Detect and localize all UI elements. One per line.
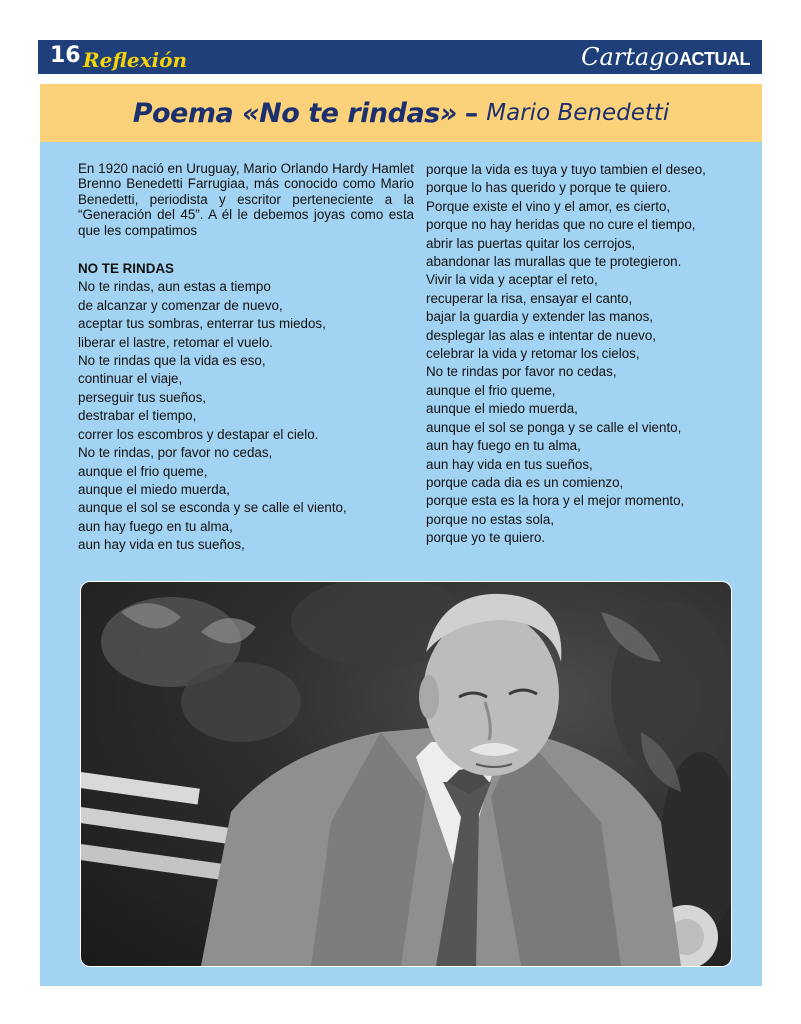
page-header-bar (38, 40, 762, 74)
poem-line: aunque el frio queme, (78, 463, 208, 479)
author-photo-illustration (81, 582, 731, 966)
poem-line: aun hay vida en tus sueños, (426, 456, 593, 472)
poem-line: abandonar las murallas que te protegieron. (426, 254, 682, 270)
poem-line: liberar el lastre, retomar el vuelo. (78, 334, 273, 350)
poem-line: porque no hay heridas que no cure el tiempo, (426, 217, 696, 233)
article-title-band (40, 84, 762, 142)
poem-line: perseguir tus sueños, (78, 389, 207, 405)
article-panel (40, 84, 762, 986)
poem-line: No te rindas que la vida es eso, (78, 353, 266, 369)
poem-line: No te rindas, por favor no cedas, (78, 445, 273, 461)
poem-lines-left (78, 278, 414, 554)
page-number: 16 (50, 43, 81, 68)
poem-line: desplegar las alas e intentar de nuevo, (426, 327, 657, 343)
title-separator: – (464, 97, 479, 129)
poem-line: destrabar el tiempo, (78, 408, 197, 424)
head (419, 594, 561, 776)
intro-paragraph: En 1920 nació en Uruguay, Mario Orlando Hardy Hamlet Brenno Benedetti Farrugiaa, más conocido como Mario Benedetti, periodista y escritor perteneciente a la “Generación del 45”. A él le debemos joyas como esta que les compatimos (78, 161, 414, 238)
poem-line: Porque existe el vino y el amor, es cierto, (426, 198, 671, 214)
article-title: Poema «No te rindas» (132, 97, 457, 129)
poem-line: aunque el miedo muerda, (426, 401, 578, 417)
brand-logo-word: ACTUAL (679, 49, 750, 69)
poem-line: porque yo te quiero. (426, 530, 546, 546)
poem-line: abrir las puertas quitar los cerrojos, (426, 235, 636, 251)
text-column-right (426, 161, 726, 548)
poem-line: Vivir la vida y aceptar el reto, (426, 272, 598, 288)
poem-line: bajar la guardia y extender las manos, (426, 309, 654, 325)
poem-line: aunque el sol se esconda y se calle el viento, (78, 500, 347, 516)
poem-line: porque cada dia es un comienzo, (426, 474, 624, 490)
poem-line: aun hay vida en tus sueños, (78, 537, 245, 553)
poem-line: aunque el frio queme, (426, 382, 556, 398)
poem-line: correr los escombros y destapar el cielo. (78, 426, 319, 442)
poem-line: aunque el miedo muerda, (78, 481, 230, 497)
article-author: Mario Benedetti (486, 100, 670, 126)
poem-line: aunque el sol se ponga y se calle el viento, (426, 419, 682, 435)
poem-line: porque la vida es tuya y tuyo tambien el deseo, (426, 162, 706, 177)
brand-logo-script: Cartago (581, 43, 679, 71)
poem-line: porque esta es la hora y el mejor momento, (426, 493, 685, 509)
poem-line: porque lo has querido y porque te quiero. (426, 180, 671, 196)
poem-line: de alcanzar y comenzar de nuevo, (78, 297, 283, 313)
poem-line: No te rindas por favor no cedas, (426, 364, 617, 380)
poem-line: porque no estas sola, (426, 511, 555, 527)
suit (201, 727, 681, 966)
poem-line: continuar el viaje, (78, 371, 183, 387)
poem-line: aun hay fuego en tu alma, (78, 518, 233, 534)
poem-line: aun hay fuego en tu alma, (426, 438, 581, 454)
poem-line: aceptar tus sombras, enterrar tus miedos, (78, 316, 326, 332)
poem-line: celebrar la vida y retomar los cielos, (426, 346, 640, 362)
author-photo (80, 581, 732, 967)
poem-line: recuperar la risa, ensayar el canto, (426, 290, 633, 306)
poem-title: NO TE RINDAS (78, 261, 174, 277)
text-column-left (78, 161, 414, 555)
section-name: Reflexión (83, 48, 188, 72)
brand-logo (581, 43, 750, 71)
poem-line: No te rindas, aun estas a tiempo (78, 279, 271, 295)
